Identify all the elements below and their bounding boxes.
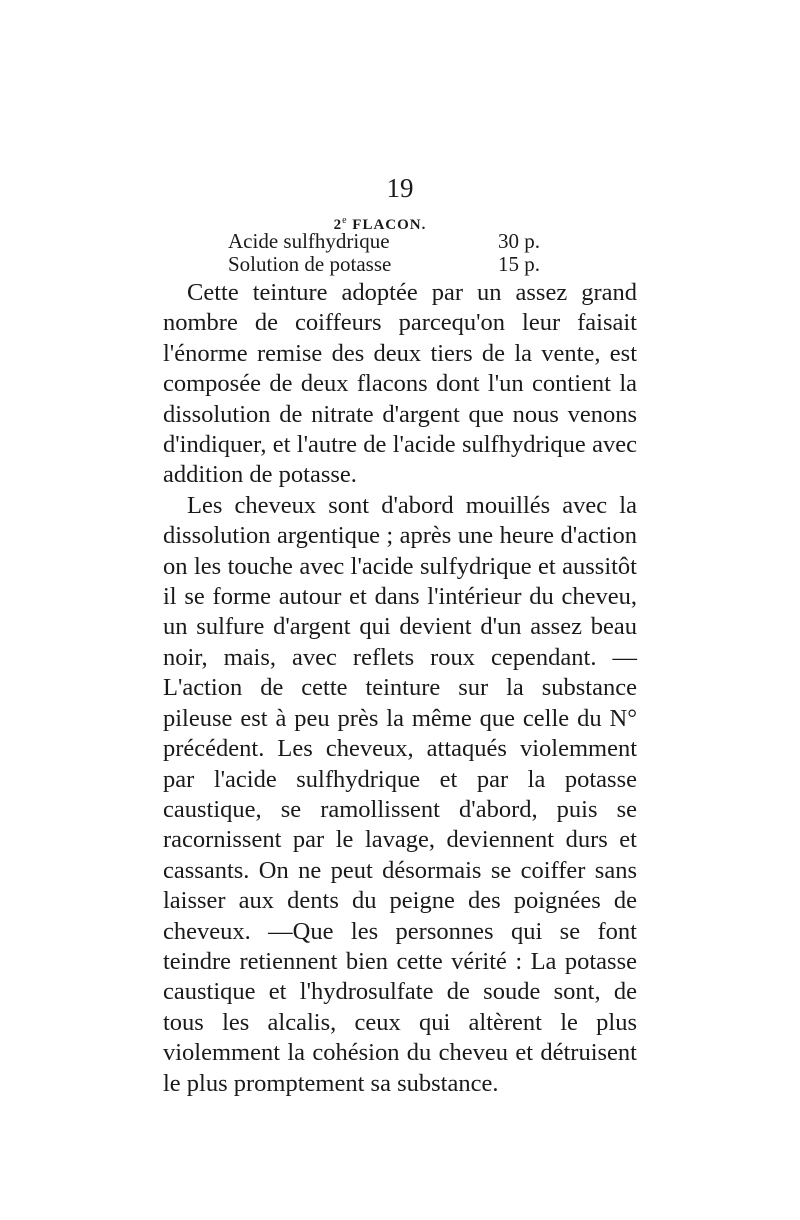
paragraph: Les cheveux sont d'abord mouillés avec la dissolution argentique ; après une heure d'action on les touche avec l'acide sulfydrique et aussitôt il se forme autour et dans l'intérieur du cheveu, un sulfure d'argent qui devient d'un assez beau noir, mais, avec reflets roux cependant. — L'action de cette teinture sur la substance pileuse est à peu près la même que celle du N° précédent. Les cheveux, attaqués violemment par l'acide sulfhydrique et par la potasse caustique, se ramollissent d'abord, puis se racornissent par le lavage, deviennent durs et cassants. On ne peut désormais se coiffer sans laisser aux dents du peigne des poignées de cheveux. —Que les personnes qui se font teindre retiennent bien cette vérité : La potasse caustique et l'hydrosulfate de soude sont, de tous les alcalis, ceux qui altèrent le plus violemment la cohésion du cheveu et détruisent le plus promptement sa substance.	[163, 491, 637, 1097]
ingredient-quantity: 15 p.	[498, 252, 540, 276]
page-number: 19	[386, 173, 414, 203]
heading-ordinal-sup: e	[342, 215, 348, 226]
ingredient-name: Acide sulfhydrique	[228, 229, 390, 253]
ingredient-name: Solution de potasse	[228, 252, 392, 276]
heading-label: FLACON.	[352, 217, 427, 233]
body-text	[163, 278, 637, 1099]
ingredient-quantity: 30 p.	[498, 229, 540, 253]
heading-ordinal: 2	[333, 217, 343, 233]
paragraph: Cette teinture adoptée par un assez grand nombre de coiffeurs parcequ'on leur faisait l'énorme remise des deux tiers de la vente, est composée de deux flacons dont l'un contient la dissolution de nitrate d'argent que nous venons d'indiquer, et l'autre de l'acide sulfhydrique avec addition de potasse.	[163, 279, 637, 489]
